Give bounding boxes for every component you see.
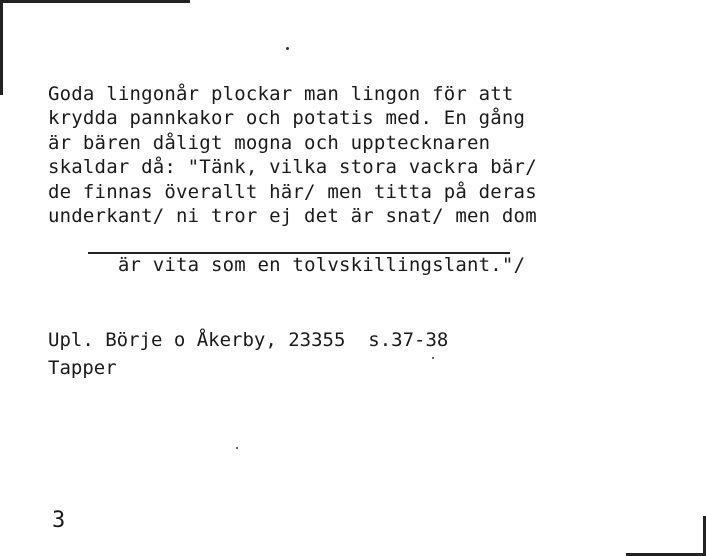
body-line-underlined xyxy=(48,228,537,326)
body-line: de finnas överallt här/ men titta på deras xyxy=(48,180,537,203)
body-line: Goda lingonår plockar man lingon för att xyxy=(48,83,514,105)
page-number: 3 xyxy=(52,508,66,533)
body-line: krydda pannkakor och potatis med. En gång xyxy=(48,107,526,130)
card-edge-top xyxy=(0,0,190,3)
source-reference: Upl. Börje o Åkerby, 23355 s.37-38 xyxy=(48,329,449,351)
handwritten-underline xyxy=(88,252,510,254)
body-line: skaldar då: "Tänk, vilka stora vackra bär/ xyxy=(48,156,537,179)
card-body-text xyxy=(48,82,537,326)
collector-name: Tapper xyxy=(48,357,117,379)
ink-speck xyxy=(286,47,289,50)
ink-speck xyxy=(236,447,238,449)
body-line: underkant/ ni tror ej det är snat/ men dom xyxy=(48,205,537,228)
card-edge-left xyxy=(0,0,3,95)
body-line: är bären dåligt mogna och upptecknaren xyxy=(48,131,491,154)
source-block xyxy=(48,326,448,382)
body-line: är vita som en tolvskillingslant."/ xyxy=(117,253,526,276)
